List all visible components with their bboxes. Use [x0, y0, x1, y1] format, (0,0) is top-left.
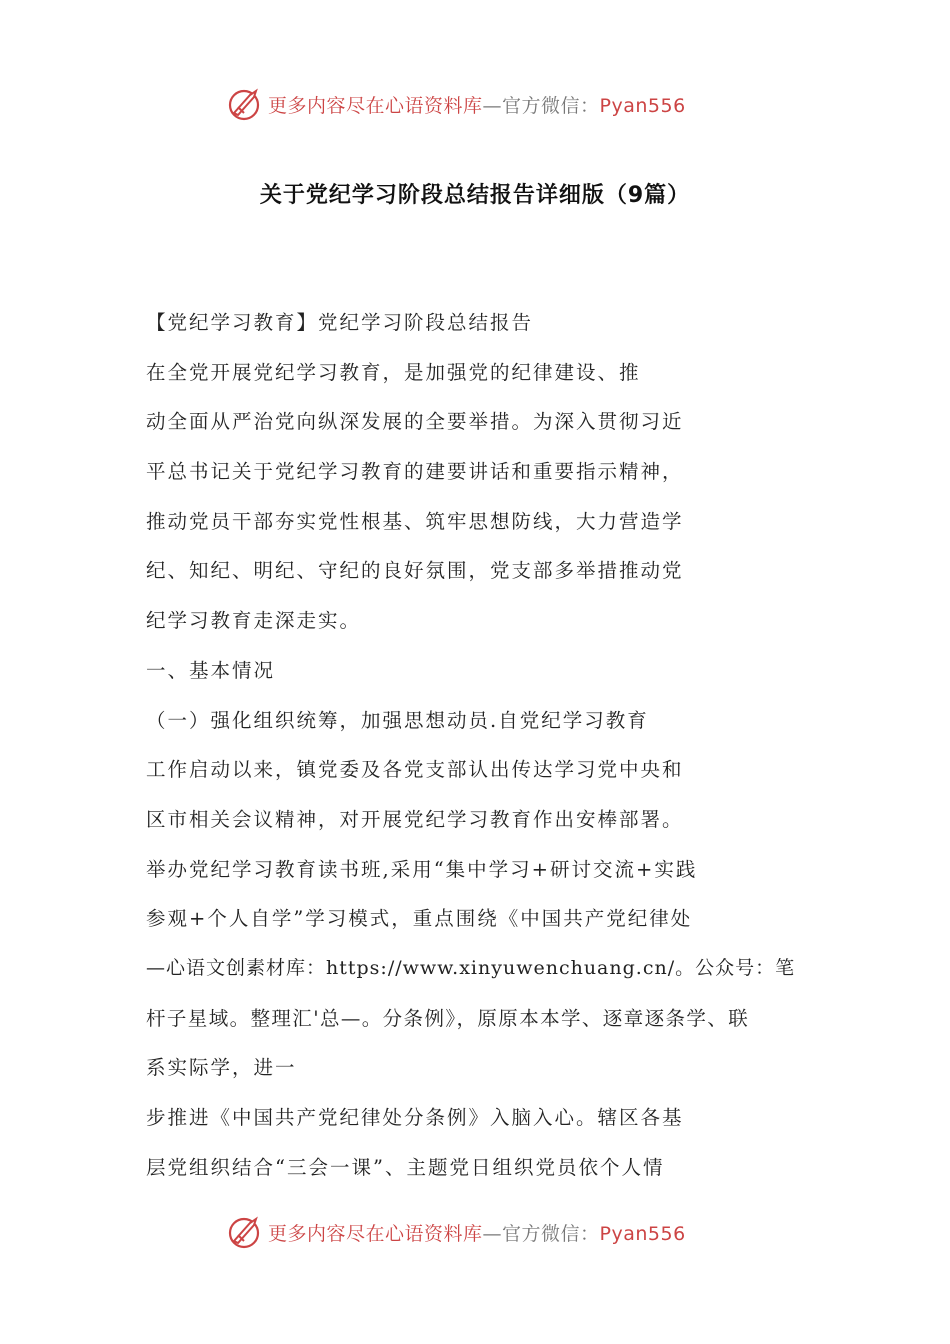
banner-main: 更多内容尽在心语资料库 [268, 1222, 483, 1245]
banner-separator: — [482, 94, 503, 117]
banner-text [268, 1219, 686, 1246]
banner-text [268, 91, 686, 118]
pen-nib-logo-icon [228, 87, 262, 121]
footer-watermark-banner [228, 1212, 748, 1252]
document-title: 关于党纪学习阶段总结报告详细版（9篇） [259, 183, 691, 208]
body-line: 动全面从严治党向纵深发展的全要举措。为深入贯彻习近 [146, 410, 684, 434]
header-watermark-banner [228, 84, 748, 124]
banner-official: 官方微信： [502, 1222, 600, 1245]
body-line: 平总书记关于党纪学习教育的建要讲话和重要指示精神， [146, 460, 684, 484]
body-line: 在全党开展党纪学习教育，是加强党的纪律建设、推 [146, 360, 641, 384]
section-heading: 一、基本情况 [146, 658, 276, 682]
body-line-watermark: —心语文创素材库：https://www.xinyuwenchuang.cn/。公众号：笔 [146, 956, 796, 979]
document-body [146, 298, 816, 1192]
banner-main: 更多内容尽在心语资料库 [268, 94, 483, 117]
banner-handle: Pyan556 [599, 1222, 686, 1245]
body-line: 系实际学，进一 [146, 1056, 297, 1080]
banner-handle: Pyan556 [599, 94, 686, 117]
body-line: 区市相关会议精神，对开展党纪学习教育作出安棒部署。 [146, 807, 684, 831]
body-line: 杆子星域。整理汇'总—。分条例》，原原本本学、逐章逐条学、联 [146, 1006, 750, 1030]
body-line: 【党纪学习教育】党纪学习阶段总结报告 [146, 311, 534, 334]
body-line: 步推进《中国共产党纪律处分条例》入脑入心。辖区各基 [146, 1106, 684, 1129]
banner-separator: — [482, 1222, 503, 1245]
body-line: 纪学习教育走深走实。 [146, 609, 362, 633]
body-line: 工作启动以来，镇党委及各党支部认出传达学习党中央和 [146, 758, 684, 782]
body-line: 举办党纪学习教育读书班,采用“集中学习+研讨交流+实践 [146, 857, 698, 881]
subsection-heading: （一）强化组织统筹，加强思想动员.自党纪学习教育 [146, 708, 649, 732]
body-line: 纪、知纪、明纪、守纪的良好氛围，党支部多举措推动党 [146, 559, 684, 583]
body-line: 层党组织结合“三会一课”、主题党日组织党员依个人情 [146, 1155, 665, 1179]
body-line: 推动党员干部夯实党性根基、筑牢思想防线，大力营造学 [146, 509, 684, 533]
banner-official: 官方微信： [502, 94, 600, 117]
body-line: 参观+个人自学”学习模式，重点围绕《中国共产党纪律处 [146, 907, 693, 931]
pen-nib-logo-icon [228, 1215, 262, 1249]
